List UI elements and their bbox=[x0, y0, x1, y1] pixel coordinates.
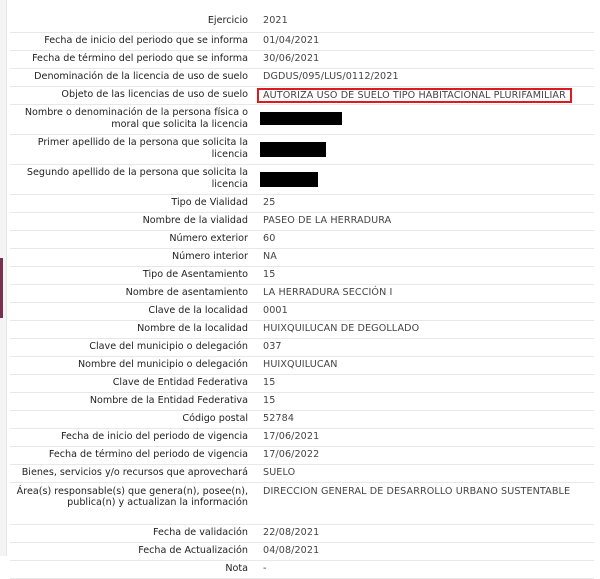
label-ejercicio: Ejercicio bbox=[207, 14, 248, 26]
redaction-bar bbox=[260, 112, 342, 125]
value-codigo-postal: 52784 bbox=[263, 413, 295, 425]
value-tipo-vialidad: 25 bbox=[263, 197, 276, 209]
highlighted-value-box: AUTORIZA USO DE SUELO TIPO HABITACIONAL PLURIFAMILIAR bbox=[257, 88, 572, 103]
label-numero-interior: Número interior bbox=[172, 251, 248, 263]
row-ejercicio bbox=[10, 10, 594, 32]
redaction-bar bbox=[260, 142, 326, 157]
value-fecha-inicio-periodo: 01/04/2021 bbox=[263, 35, 320, 47]
row-clave-entidad bbox=[10, 374, 594, 392]
value-area-responsable: DIRECCION GENERAL DE DESARROLLO URBANO SUSTENTABLE bbox=[263, 485, 571, 497]
row-area-responsable bbox=[10, 482, 594, 524]
label-segundo-apellido: Segundo apellido de la persona que solicita la licencia bbox=[26, 167, 248, 190]
row-nombre-asentamiento bbox=[10, 284, 594, 302]
label-nombre-vialidad: Nombre de la vialidad bbox=[142, 215, 248, 227]
value-nombre-vialidad: PASEO DE LA HERRADURA bbox=[263, 215, 392, 227]
label-objeto-licencia: Objeto de las licencias de uso de suelo bbox=[61, 89, 248, 101]
row-bienes-servicios bbox=[10, 464, 594, 482]
value-clave-municipio: 037 bbox=[263, 341, 282, 353]
value-fecha-validacion: 22/08/2021 bbox=[263, 527, 320, 539]
label-nota: Nota bbox=[225, 563, 248, 575]
row-clave-municipio bbox=[10, 338, 594, 356]
row-tipo-vialidad bbox=[10, 194, 594, 212]
value-denominacion-licencia: DGDUS/095/LUS/0112/2021 bbox=[263, 71, 399, 83]
row-primer-apellido bbox=[10, 134, 594, 164]
redaction-bar bbox=[260, 172, 318, 187]
left-edge-marker bbox=[0, 258, 3, 318]
left-window-edge bbox=[0, 0, 7, 556]
label-nombre-asentamiento: Nombre de asentamiento bbox=[125, 287, 248, 299]
label-nombre-municipio: Nombre del municipio o delegación bbox=[78, 359, 248, 371]
row-codigo-postal bbox=[10, 410, 594, 428]
value-clave-localidad: 0001 bbox=[263, 305, 288, 317]
row-nombre-vialidad bbox=[10, 212, 594, 230]
license-details-table bbox=[10, 10, 594, 579]
row-fecha-termino-periodo bbox=[10, 50, 594, 68]
label-fecha-termino-vigencia: Fecha de término del periodo de vigencia bbox=[48, 449, 248, 461]
label-fecha-inicio-periodo: Fecha de inicio del periodo que se informa bbox=[44, 35, 248, 47]
value-objeto-licencia bbox=[256, 86, 594, 104]
row-fecha-inicio-periodo bbox=[10, 32, 594, 50]
value-nombre-localidad: HUIXQUILUCAN DE DEGOLLADO bbox=[263, 323, 420, 335]
value-numero-exterior: 60 bbox=[263, 233, 276, 245]
row-clave-localidad bbox=[10, 302, 594, 320]
label-fecha-validacion: Fecha de validación bbox=[153, 527, 248, 539]
value-numero-interior: NA bbox=[263, 251, 277, 263]
label-bienes-servicios: Bienes, servicios y/o recursos que aprovechará bbox=[21, 467, 248, 479]
row-fecha-validacion bbox=[10, 524, 594, 542]
row-fecha-inicio-vigencia bbox=[10, 428, 594, 446]
value-fecha-inicio-vigencia: 17/06/2021 bbox=[263, 431, 320, 443]
label-area-responsable: Área(s) responsable(s) que genera(n), posee(n), publica(n) y actualizan la información bbox=[16, 485, 248, 509]
value-tipo-asentamiento: 15 bbox=[263, 269, 276, 281]
row-objeto-licencia bbox=[10, 86, 594, 104]
row-nombre-solicitante bbox=[10, 104, 594, 134]
label-denominacion-licencia: Denominación de la licencia de uso de suelo bbox=[34, 71, 248, 83]
row-numero-interior bbox=[10, 248, 594, 266]
label-primer-apellido: Primer apellido de la persona que solicita la licencia bbox=[37, 137, 248, 160]
label-fecha-actualizacion: Fecha de Actualización bbox=[138, 545, 248, 557]
row-tipo-asentamiento bbox=[10, 266, 594, 284]
value-fecha-termino-periodo: 30/06/2021 bbox=[263, 53, 320, 65]
row-nombre-municipio bbox=[10, 356, 594, 374]
value-nota: - bbox=[263, 563, 267, 575]
row-nombre-entidad bbox=[10, 392, 594, 410]
value-primer-apellido bbox=[256, 134, 594, 164]
row-fecha-termino-vigencia bbox=[10, 446, 594, 464]
label-clave-entidad: Clave de Entidad Federativa bbox=[112, 377, 248, 389]
label-numero-exterior: Número exterior bbox=[169, 233, 248, 245]
value-fecha-termino-vigencia: 17/06/2022 bbox=[263, 449, 320, 461]
value-ejercicio: 2021 bbox=[263, 14, 288, 26]
value-fecha-actualizacion: 04/08/2021 bbox=[263, 545, 320, 557]
value-nombre-entidad: 15 bbox=[263, 395, 276, 407]
row-nombre-localidad bbox=[10, 320, 594, 338]
value-nombre-municipio: HUIXQUILUCAN bbox=[263, 359, 338, 371]
value-bienes-servicios: SUELO bbox=[263, 467, 296, 479]
label-nombre-solicitante: Nombre o denominación de la persona física o moral que solicita la licencia bbox=[24, 107, 248, 130]
row-denominacion-licencia bbox=[10, 68, 594, 86]
row-nota bbox=[10, 560, 594, 578]
label-nombre-entidad: Nombre de la Entidad Federativa bbox=[89, 395, 248, 407]
label-tipo-asentamiento: Tipo de Asentamiento bbox=[142, 269, 248, 281]
value-clave-entidad: 15 bbox=[263, 377, 276, 389]
license-record-sheet bbox=[10, 10, 594, 579]
label-codigo-postal: Código postal bbox=[182, 413, 248, 425]
label-clave-localidad: Clave de la localidad bbox=[148, 305, 248, 317]
row-fecha-actualizacion bbox=[10, 542, 594, 560]
value-nombre-solicitante bbox=[256, 104, 594, 134]
label-tipo-vialidad: Tipo de Vialidad bbox=[171, 197, 248, 209]
row-numero-exterior bbox=[10, 230, 594, 248]
value-segundo-apellido bbox=[256, 164, 594, 194]
label-nombre-localidad: Nombre de la localidad bbox=[137, 323, 248, 335]
label-clave-municipio: Clave del municipio o delegación bbox=[89, 341, 248, 353]
label-fecha-inicio-vigencia: Fecha de inicio del periodo de vigencia bbox=[61, 431, 248, 443]
label-fecha-termino-periodo: Fecha de término del periodo que se informa bbox=[32, 53, 248, 65]
row-segundo-apellido bbox=[10, 164, 594, 194]
value-nombre-asentamiento: LA HERRADURA SECCIÓN I bbox=[263, 287, 393, 299]
